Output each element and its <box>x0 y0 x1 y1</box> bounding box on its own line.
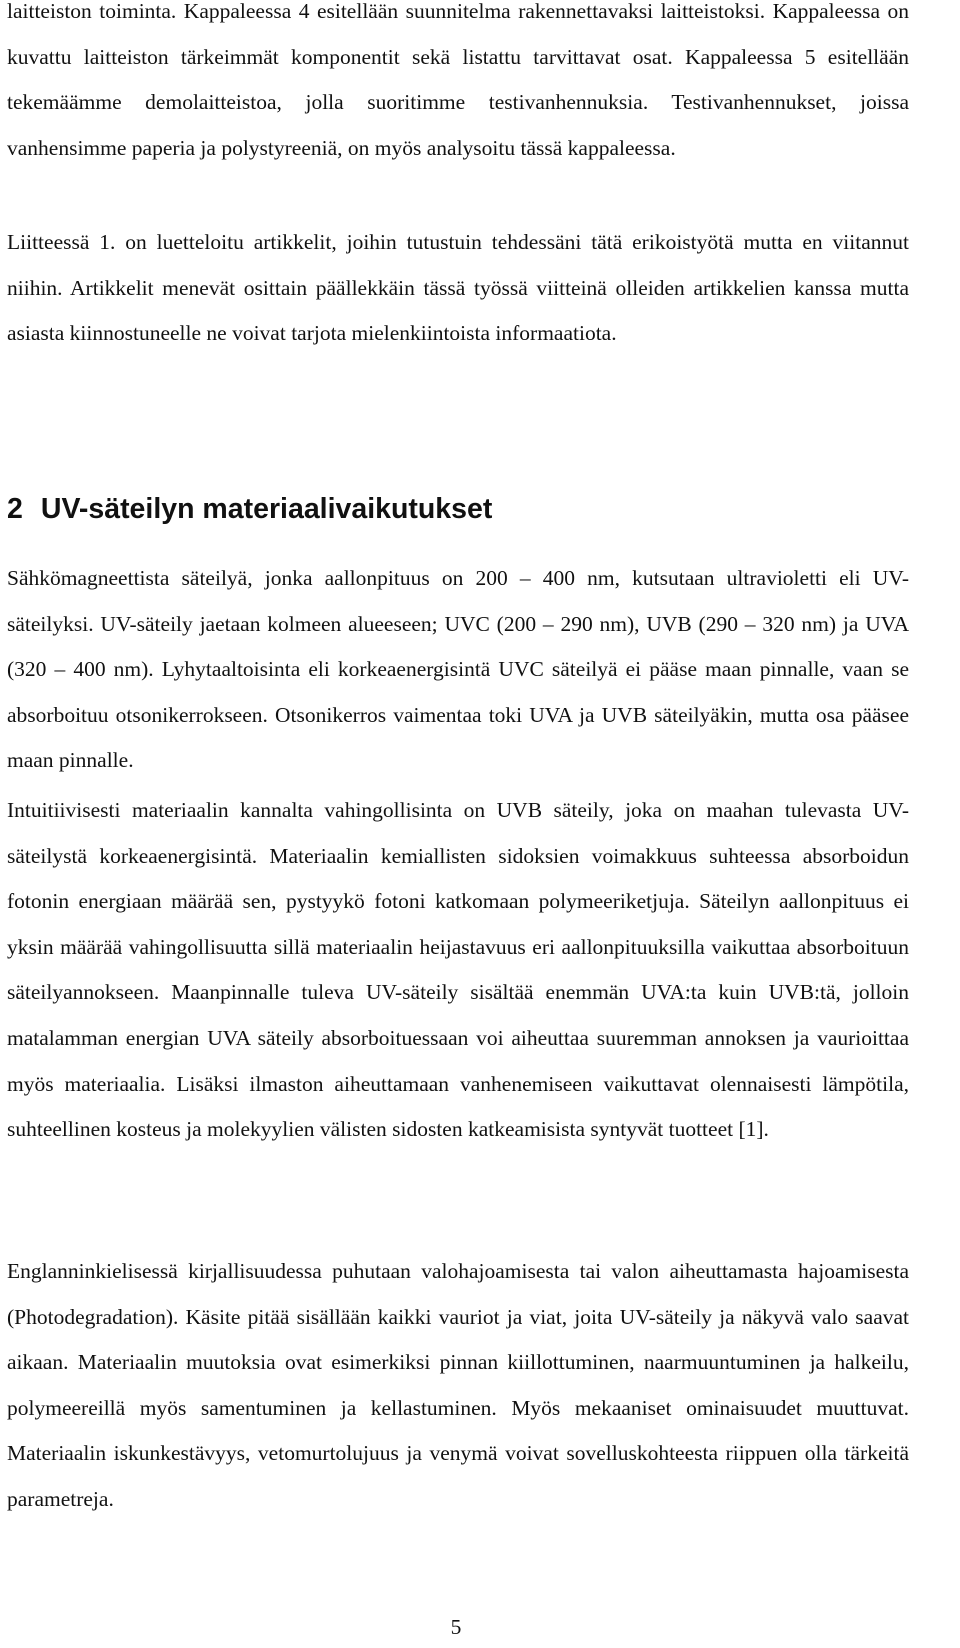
section-number: 2 <box>7 493 23 525</box>
paragraph-photodegradation: Englanninkielisessä kirjallisuudessa puhutaan valohajoamisesta tai valon aiheuttamasta hajoamisesta (Photodegradation). Käsite pitää sisällään kaikki vauriot ja viat, joita UV-säteily ja näkyvä valo saavat aikaan. Materiaalin muutoksia ovat esimerkiksi pinnan kiillottuminen, naarmuuntuminen ja halkeilu, polymeereillä myös samentuminen ja kellastuminen. Myös mekaaniset ominaisuudet muuttuvat. Materiaalin iskunkestävyys, vetomurtolujuus ja venymä voivat sovelluskohteesta riippuen olla tärkeitä parametreja. <box>7 1259 909 1511</box>
section-title: UV-säteilyn materiaalivaikutukset <box>40 493 493 525</box>
paragraph-uv-definition: Sähkömagneettista säteilyä, jonka aallonpituus on 200 – 400 nm, kutsutaan ultravioletti eli UV-säteilyksi. UV-säteily jaetaan kolmeen alueeseen; UVC (200 – 290 nm), UVB (290 – 320 nm) ja UVA (320 – 400 nm). Lyhytaaltoisinta eli korkeaenergisintä UVC säteilyä ei pääse maan pinnalle, vaan se absorboituu otsonikerrokseen. Otsonikerros vaimentaa toki UVA ja UVB säteilyäkin, mutta osa pääsee maan pinnalle. <box>7 566 909 773</box>
paragraph-uvb-damage: Intuitiivisesti materiaalin kannalta vahingollisinta on UVB säteily, joka on maahan tulevasta UV-säteilystä korkeaenergisintä. Materiaalin kemiallisten sidoksien voimakkuus suhteessa absorboidun fotonin energiaan määrää sen, pystyykö fotoni katkomaan polymeeriketjuja. Säteilyn aallonpituus ei yksin määrää vahingollisuutta sillä materiaalin heijastavuus eri aallonpituuksilla vaikuttaa absorboituun säteilyannokseen. Maanpinnalle tuleva UV-säteily sisältää enemmän UVA:ta kuin UVB:tä, jolloin matalamman energian UVA säteily absorboituessaan voi aiheuttaa suuremman annoksen ja vaurioittaa myös materiaalia. Lisäksi ilmaston aiheuttamaan vanhenemiseen vaikuttavat olennaisesti lämpötila, suhteellinen kosteus ja molekyylien välisten sidosten katkeamisista syntyvät tuotteet [1]. <box>7 798 909 1142</box>
paragraph-appendix-note: Liitteessä 1. on luetteloitu artikkelit, joihin tutustuin tehdessäni tätä erikoistyötä mutta en viitannut niihin. Artikkelit menevät osittain päällekkäin tässä työssä viitteinä olleiden artikkelien kanssa mutta asiasta kiinnostuneelle ne voivat tarjota mielenkiintoista informaatiota. <box>7 230 909 346</box>
paragraph-intro-continuation: laitteiston toiminta. Kappaleessa 4 esitellään suunnitelma rakennettavaksi laitteistoksi. Kappaleessa on kuvattu laitteiston tärkeimmät komponentit sekä listattu tarvittavat osat. Kappaleessa 5 esitellään tekemäämme demolaitteistoa, jolla suoritimme testivanhennuksia. Testivanhennukset, joissa vanhensimme paperia ja polystyreeniä, on myös analysoitu tässä kappaleessa. <box>7 0 909 160</box>
section-heading <box>7 487 909 531</box>
page-number: 5 <box>450 1615 462 1639</box>
